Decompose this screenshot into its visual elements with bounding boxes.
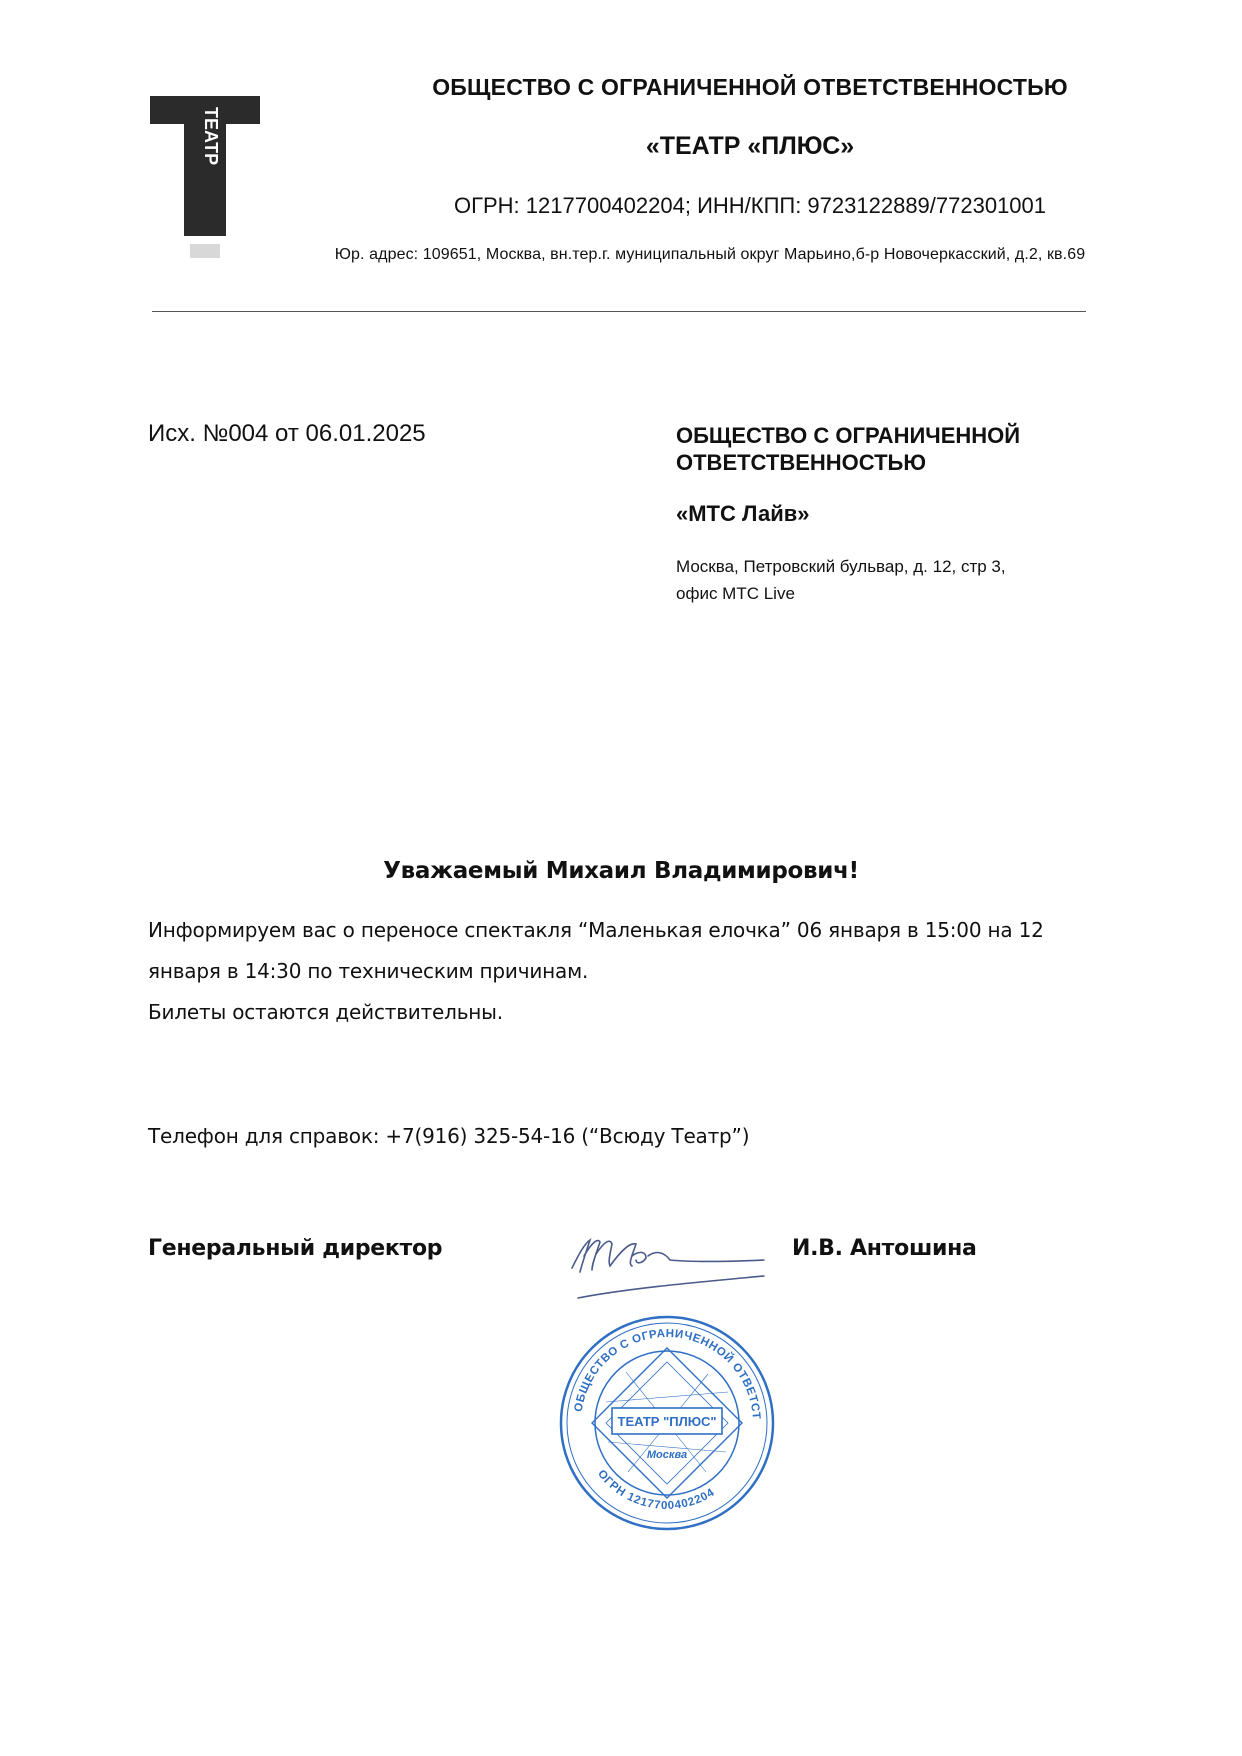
- svg-text:ОБЩЕСТВО С ОГРАНИЧЕННОЙ ОТВЕТС: ОБЩЕСТВО С ОГРАНИЧЕННОЙ ОТВЕТСТ: [572, 1327, 763, 1421]
- logo-lettering: ТЕАТР: [201, 107, 221, 166]
- body-line: Информируем вас о переносе спектакля “Маленькая елочка” 06 января в 15:00 на 12: [148, 918, 1044, 942]
- letter-body: [148, 910, 1098, 1033]
- svg-text:ТЕАТР "ПЛЮС": ТЕАТР "ПЛЮС": [617, 1414, 717, 1429]
- signatory-name: И.В. Антошина: [792, 1236, 977, 1261]
- signatory-position: Генеральный директор: [148, 1236, 443, 1261]
- company-legal-form: ОБЩЕСТВО С ОГРАНИЧЕННОЙ ОТВЕТСТВЕННОСТЬЮ: [432, 74, 1068, 100]
- company-name: «ТЕАТР «ПЛЮС»: [645, 132, 855, 160]
- outgoing-reference: Исх. №004 от 06.01.2025: [148, 420, 426, 447]
- addressee-block: [676, 422, 1096, 607]
- svg-text:Москва: Москва: [646, 1449, 688, 1461]
- addressee-legal-form: ОБЩЕСТВО С ОГРАНИЧЕННОЙ ОТВЕТСТВЕННОСТЬЮ: [676, 423, 1021, 475]
- contact-phone: Телефон для справок: +7(916) 325-54-16 (“Всюду Театр”): [148, 1124, 750, 1148]
- company-seal: [556, 1312, 778, 1534]
- addressee-address: Москва, Петровский бульвар, д. 12, стр 3, офис МТС Live: [676, 557, 1006, 603]
- company-registration-ids: ОГРН: 1217700402204; ИНН/КПП: 9723122889/772301001: [453, 193, 1047, 218]
- svg-text:ОГРН 1217700402204: ОГРН 1217700402204: [594, 1467, 718, 1513]
- header-divider: [152, 311, 1086, 312]
- salutation: Уважаемый Михаил Владимирович!: [383, 858, 859, 884]
- tickets-note: Билеты остаются действительны.: [148, 1000, 503, 1024]
- company-legal-address: Юр. адрес: 109651, Москва, вн.тер.г. муниципальный округ Марьино,б-р Новочеркасский, д.2, кв.69: [334, 246, 1086, 263]
- addressee-company: «МТС Лайв»: [676, 501, 810, 526]
- body-line: января в 14:30 по техническим причинам.: [148, 959, 589, 983]
- company-logo: [150, 92, 268, 262]
- handwritten-signature: [570, 1232, 770, 1312]
